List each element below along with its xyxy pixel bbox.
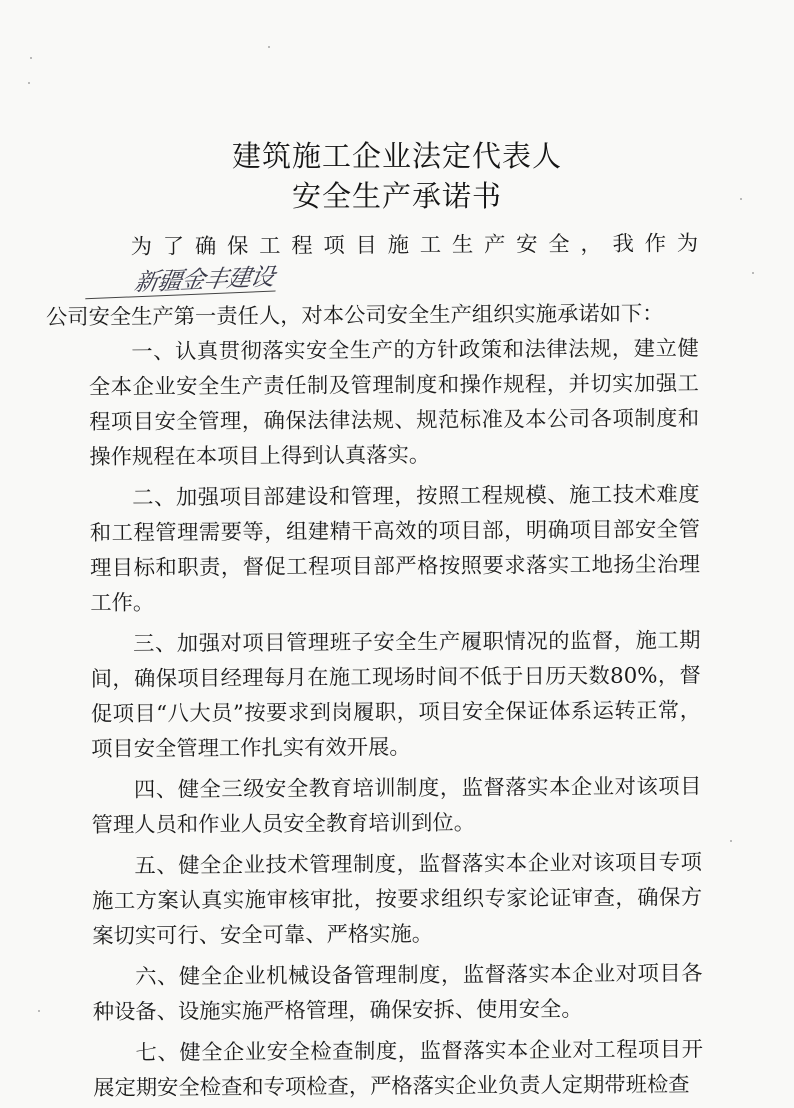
commitment-paragraph-1: 一、认真贯彻落实安全生产的方针政策和法律法规，建立健全本企业安全生产责任制及管理制度和操作规程，并切实加强工程项目安全管理，确保法律法规、规范标准及本公司各项制度和操作规程在本项目上得到认真落实。 — [88, 336, 700, 470]
scan-speck — [730, 840, 732, 842]
scan-speck — [752, 272, 754, 274]
commitment-paragraph-5: 五、健全企业技术管理制度，监督落实本企业对该项目专项施工方案认真实施审核审批，按要求组织专家论证审查，确保方案切实可行、安全可靠、严格实施。 — [92, 850, 703, 949]
scan-speck — [30, 57, 32, 59]
commitment-paragraph-3: 三、加强对项目管理班子安全生产履职情况的监督，施工期间，确保项目经理每月在施工现场时间不低于日历天数80%，督促项目“八大员”按要求到岗履职，项目安全保证体系运转正常，项目安全管理工作扎实有效开展。 — [90, 628, 702, 762]
intro-paragraph — [45, 226, 699, 335]
commitment-paragraph-6: 六、健全企业机械设备管理制度，监督落实本企业对项目各种设备、设施实施严格管理，确保安拆、使用安全。 — [92, 961, 703, 1025]
document-title-line2: 安全生产承诺书 — [291, 179, 502, 213]
intro-text-after: 公司安全生产第一责任人，对本公司安全生产组织实施承诺如下： — [45, 301, 664, 331]
document-body — [45, 226, 704, 1108]
scan-speck — [38, 1010, 40, 1012]
scan-speck — [268, 46, 270, 48]
intro-text-before: 为了确保工程项目施工生产安全，我作为 — [130, 231, 699, 260]
scan-speck — [28, 82, 30, 84]
commitment-paragraph-2: 二、加强项目部建设和管理，按照工程规模、施工技术难度和工程管理需要等，组建精干高效的项目部，明确项目部安全管理目标和职责，督促工程项目部严格按照要求落实工地扬尘治理工作。 — [89, 482, 701, 616]
handwritten-company-name: 新疆金丰建设 — [85, 263, 280, 300]
commitment-paragraph-4: 四、健全三级安全教育培训制度，监督落实本企业对该项目管理人员和作业人员安全教育培训到位。 — [91, 774, 702, 838]
document-title-line1: 建筑施工企业法定代表人 — [231, 139, 562, 173]
commitment-paragraph-7: 七、健全企业安全检查制度，监督落实本企业对工程项目开展定期安全检查和专项检查，严格落实企业负责人定期带班检查 — [93, 1037, 704, 1101]
